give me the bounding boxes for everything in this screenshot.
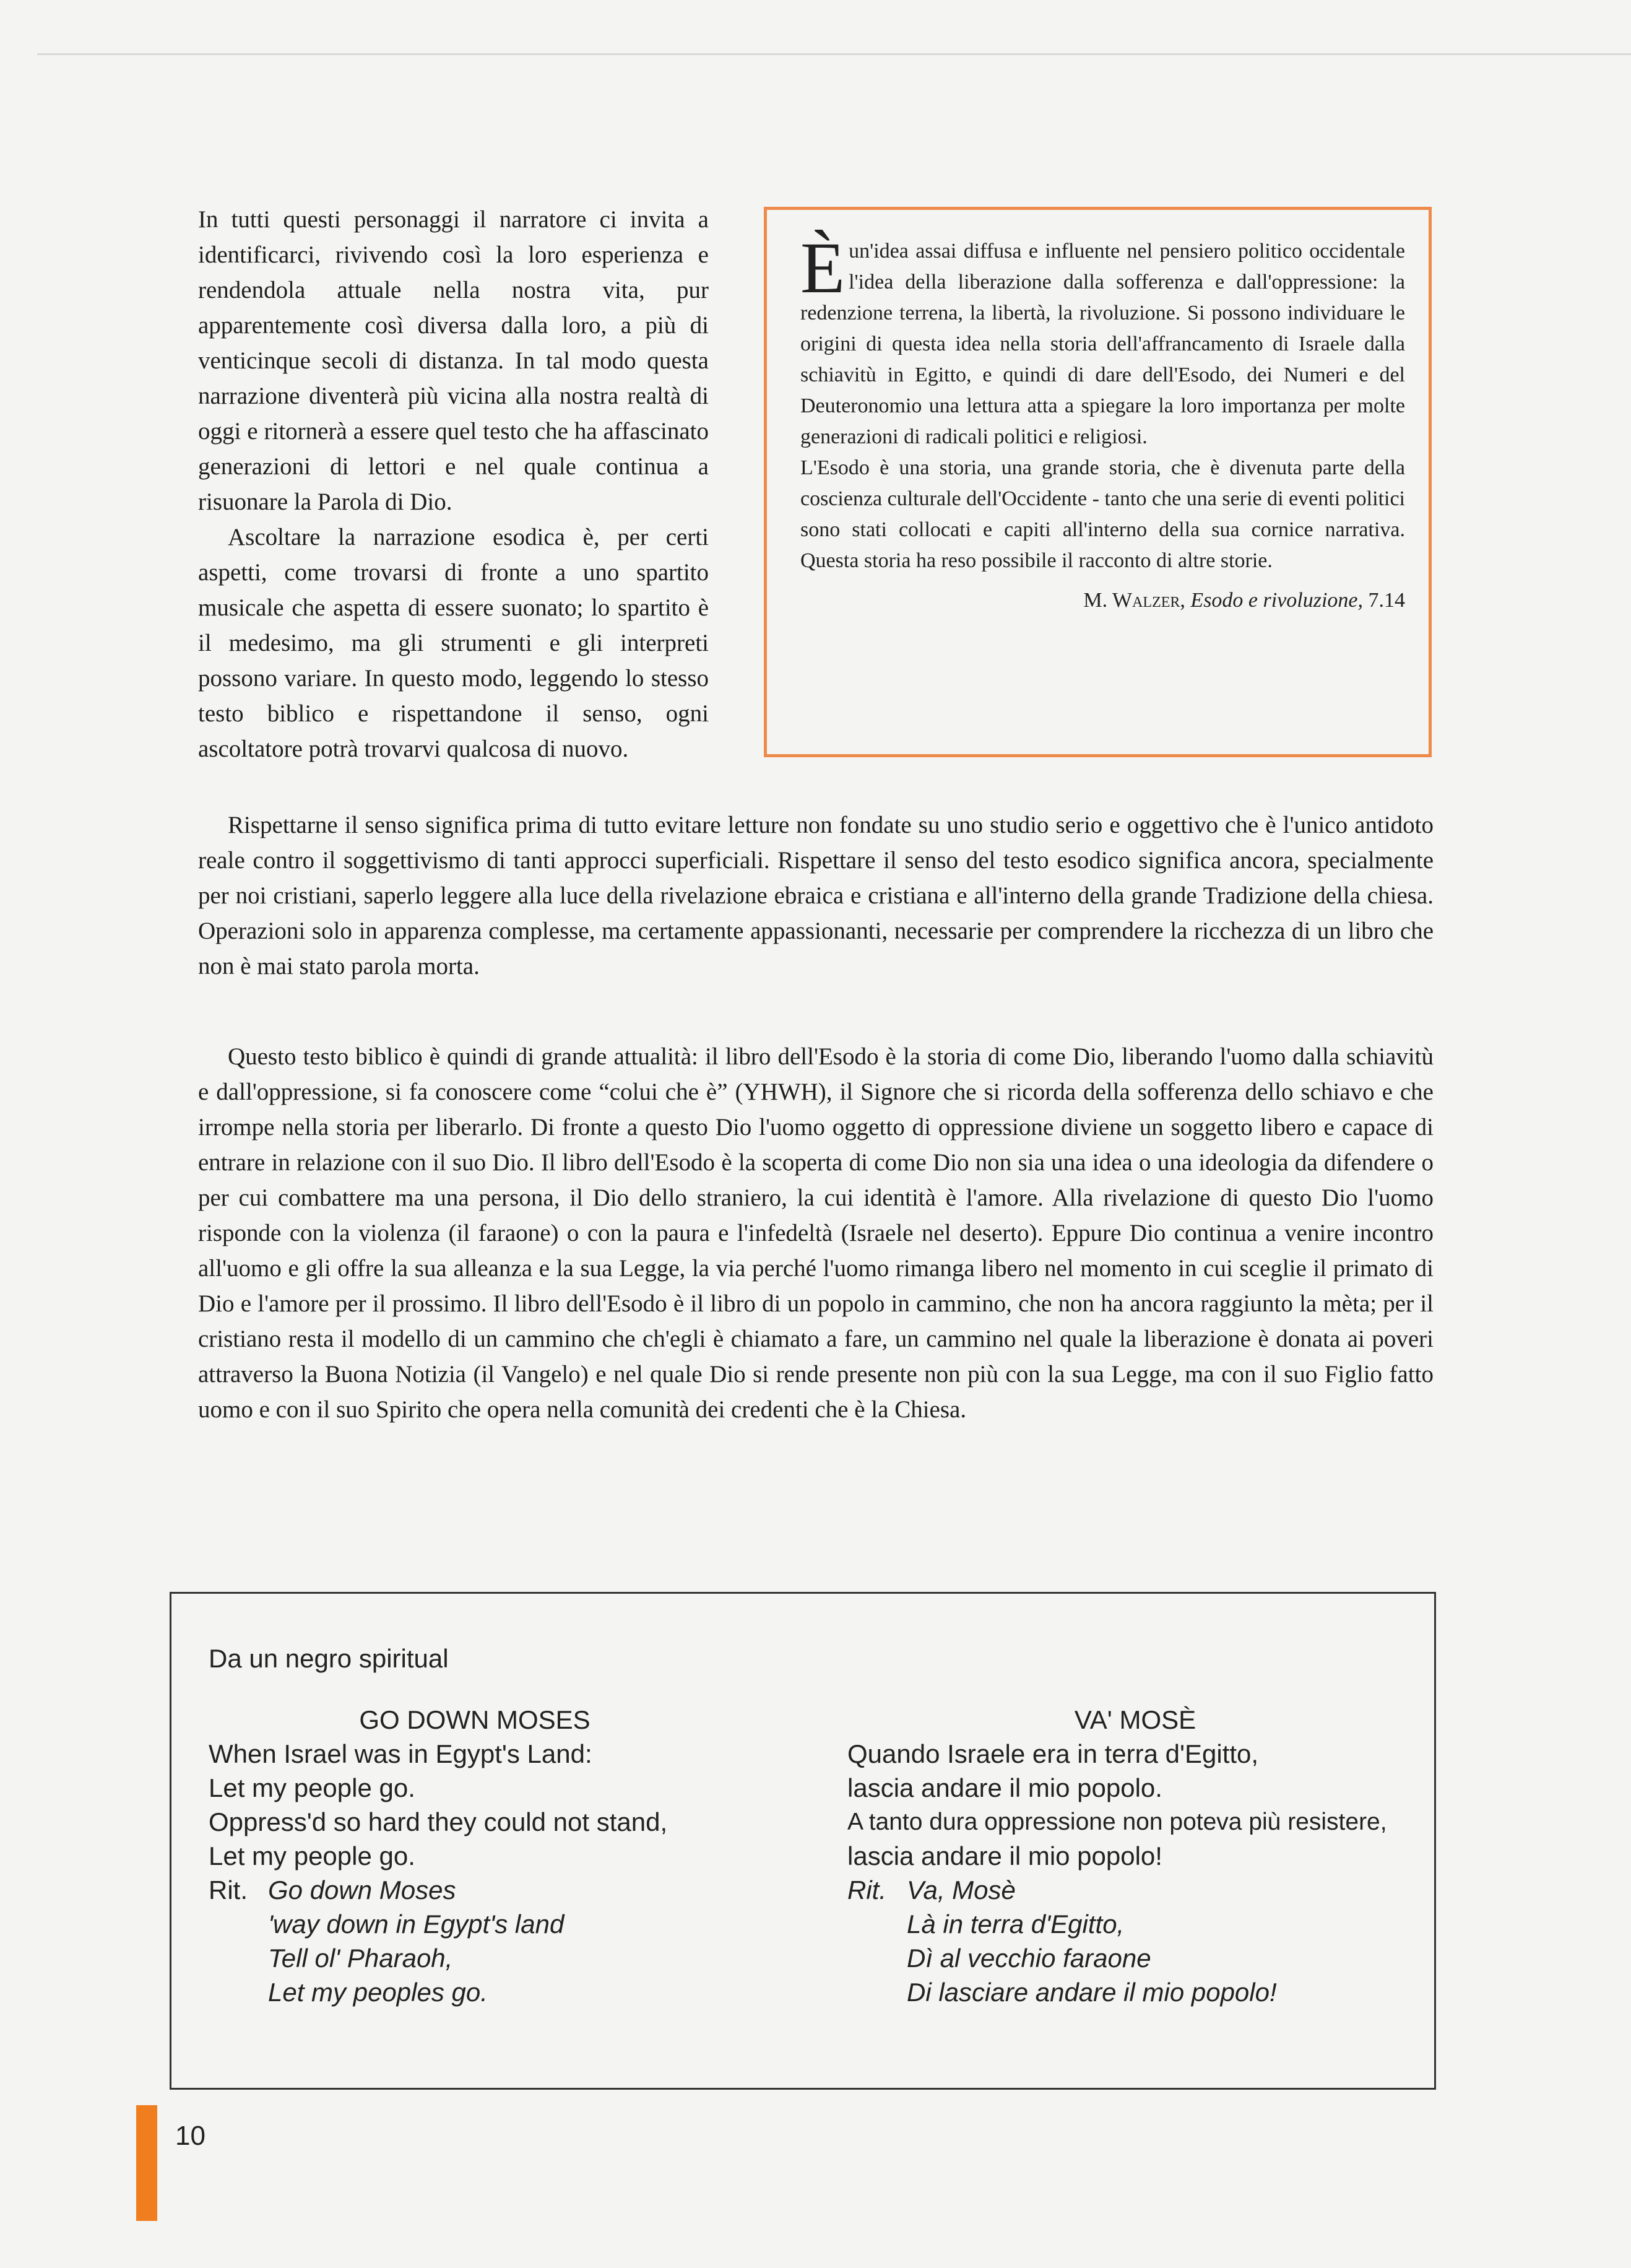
song-english [209,1703,741,2009]
song-italian-refrain-line: Va, Mosè [907,1875,1016,1905]
left-column [198,202,709,767]
song-italian-refrain-line: Dì al vecchio faraone [907,1944,1151,1973]
quote-author: M. Walzer, [1083,589,1185,612]
body-paragraph-4: Questo testo biblico è quindi di grande attualità: il libro dell'Esodo è la storia di come Dio, liberando l'uomo dalla schiavitù e dall'oppressione, si fa conoscere come “colui che è” (YHWH), il Signore che si ricorda della sofferenza dello schiavo e che irrompe nella storia per liberarlo. Di fronte a questo Dio l'uomo oggetto di oppressione diviene un soggetto libero e capace di entrare in relazione con il suo Dio. Il libro dell'Esodo è la scoperta di come Dio non sia una idea o una ideologia da difendere o per cui combattere ma una persona, il Dio dello straniero, la cui identità è l'amore. Alla rivelazione di questo Dio l'uomo risponde con la violenza (il faraone) o con la paura e l'infedeltà (Israele nel deserto). Eppure Dio continua a venire incontro all'uomo e gli offre la sua alleanza e la sua Legge, la via perché l'uomo rimanga libero nel momento in cui sceglie il primato di Dio e l'amore per il prossimo. Il libro dell'Esodo è il libro di un popolo in cammino, che non ha ancora raggiunto la mèta; per il cristiano resta il modello di un cammino che ch'egli è chiamato a fare, un cammino nel quale la liberazione è donata ai poveri attraverso la Buona Notizia (il Vangelo) e nel quale Dio si rende presente non più con la sua Legge, ma con il suo Figlio fatto uomo e con il suo Spirito che opera nella comunità dei credenti che è la Chiesa. [198,1043,1434,1423]
quote-source: Esodo e rivoluzione, [1190,589,1363,612]
song-english-line: When Israel was in Egypt's Land: [209,1739,592,1768]
quote-attribution [800,585,1405,616]
song-english-line: Let my people go. [209,1773,415,1802]
song-italian-line: Quando Israele era in terra d'Egitto, [847,1739,1259,1768]
song-italian-rit-label: Rit. [847,1875,886,1905]
quote-paragraph-1-text: un'idea assai diffusa e influente nel pensiero politico occidentale l'idea della liberazione dalla sofferenza e dall'oppressione: la redenzione terrena, la libertà, la rivoluzione. Si possono individuare le origini di questa idea nella storia dell'affrancamento di Israele dalla schiavitù in Egitto, e quindi di dare dell'Esodo, dei Numeri e del Deuteronomio una lettura atta a spiegare la loro importanza per molte generazioni di radicali politici e religiosi. [800,240,1405,448]
song-english-line: Let my people go. [209,1841,415,1870]
song-intro: Da un negro spiritual [209,1644,449,1673]
song-english-line: Oppress'd so hard they could not stand, [209,1807,668,1836]
song-italian-refrain-line: Là in terra d'Egitto, [907,1910,1125,1939]
song-italian-line: A tanto dura oppressione non poteva più resistere, [847,1809,1387,1835]
page-number: 10 [175,2121,205,2151]
song-english-refrain-line: Go down Moses [268,1875,456,1905]
body-paragraph-3: Rispettarne il senso significa prima di tutto evitare letture non fondate su uno studio serio e oggettivo che è l'unico antidoto reale contro il soggettivismo di tanti approcci superficiali. Rispettare il senso del testo esodico significa ancora, specialmente per noi cristiani, saperlo leggere alla luce della rivelazione ebraica e cristiana e all'interno della grande Tradizione della chiesa. Operazioni solo in apparenza complesse, ma certamente appassionanti, necessarie per comprendere la ricchezza di un libro che non è mai stato parola morta. [198,812,1434,980]
song-english-title: GO DOWN MOSES [359,1705,591,1734]
song-english-refrain-line: Let my peoples go. [268,1978,488,2007]
song-english-refrain-line: Tell ol' Pharaoh, [268,1944,453,1973]
top-rule [37,53,1631,55]
song-italian-title: VA' MOSÈ [1074,1705,1196,1734]
quote-reference: 7.14 [1368,589,1405,612]
quote-dropcap: È [800,227,846,308]
song-italian-line: lascia andare il mio popolo! [847,1841,1162,1870]
body-block-2 [198,1039,1434,1427]
quote-paragraph-1 [800,227,1405,453]
body-block-1 [198,807,1434,984]
song-box [170,1592,1436,2090]
song-italian [847,1703,1423,2009]
song-italian-refrain-start [847,1873,1423,1907]
song-english-refrain-start [209,1873,741,1907]
left-paragraph-1: In tutti questi personaggi il narratore ci invita a identificarci, rivivendo così la loro esperienza e rendendola attuale nella nostra vita, pur apparentemente così diversa dalla loro, a più di venticinque secoli di distanza. In tal modo questa narrazione diventerà più vicina alla nostra realtà di oggi e ritornerà a essere quel testo che ha affascinato generazioni di lettori e nel quale continua a risuonare la Parola di Dio. [198,206,709,515]
left-paragraph-2: Ascoltare la narrazione esodica è, per certi aspetti, come trovarsi di fronte a uno spartito musicale che aspetta di essere suonato; lo spartito è il medesimo, ma gli strumenti e gli interpreti possono variare. In questo modo, leggendo lo stesso testo biblico e rispettandone il senso, ogni ascoltatore potrà trovarvi qualcosa di nuovo. [198,524,709,762]
page-accent-bar [136,2105,157,2221]
song-english-rit-label: Rit. [209,1875,248,1905]
song-italian-line: lascia andare il mio popolo. [847,1773,1162,1802]
song-italian-refrain-line: Di lasciare andare il mio popolo! [907,1978,1277,2007]
song-english-refrain-line: 'way down in Egypt's land [268,1910,565,1939]
quote-box [764,207,1432,757]
quote-paragraph-2: L'Esodo è una storia, una grande storia, che è divenuta parte della coscienza culturale dell'Occidente - tanto che una serie di eventi politici sono stati collocati e capiti all'interno della sua cornice narrativa. Questa storia ha reso possibile il racconto di altre storie. [800,456,1405,572]
